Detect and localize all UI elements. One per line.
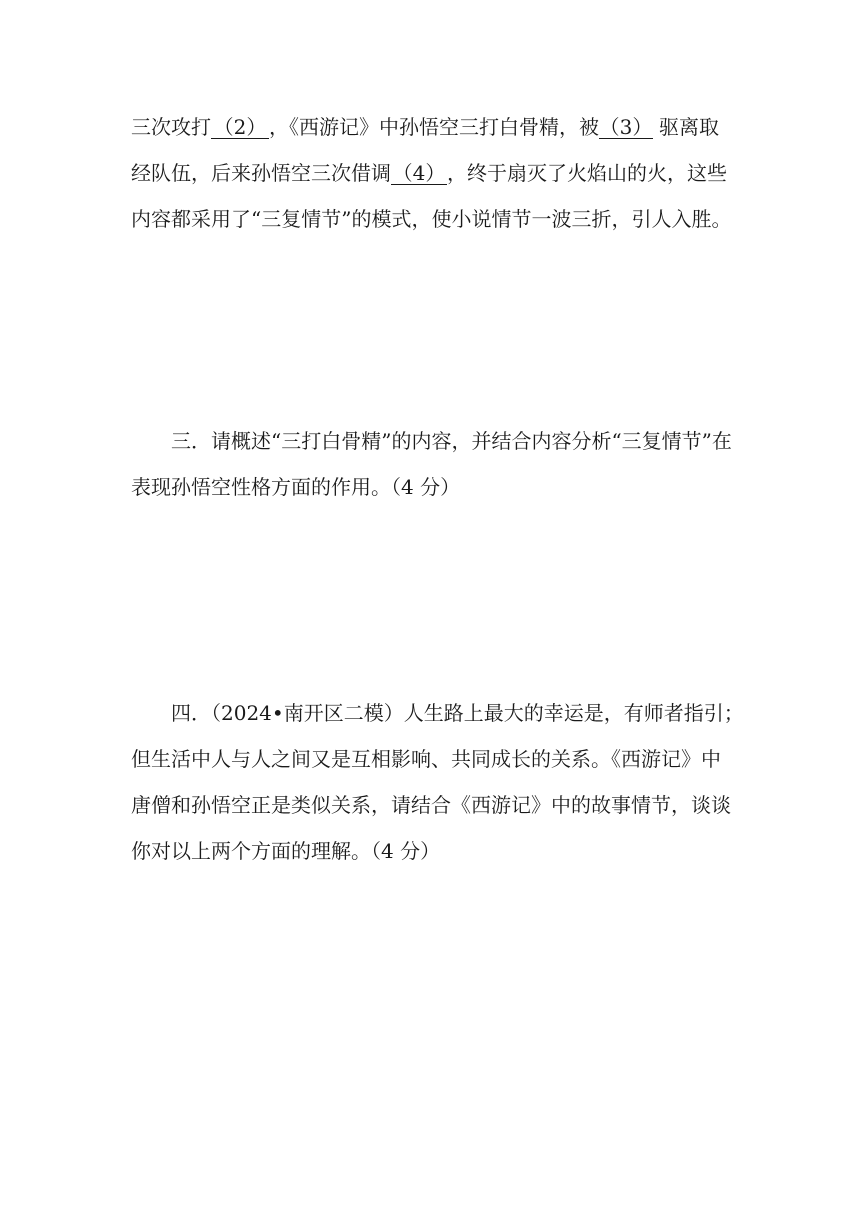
fragment-text: 驱离取 [659, 115, 719, 139]
fragment-line-2 [131, 150, 731, 196]
question-number: 四． [171, 701, 211, 725]
fragment-line-1 [131, 104, 731, 150]
section-two-fragment [131, 104, 731, 242]
question-number: 三． [171, 429, 211, 453]
question-three [131, 418, 731, 510]
question-text: 请概述“三打白骨精”的内容，并结合内容分析“三复情节”在 [211, 429, 732, 453]
question-four-line-3: 唐僧和孙悟空正是类似关系，请结合《西游记》中的故事情节，谈谈 [131, 793, 731, 817]
question-three-line-2: 表现孙悟空性格方面的作用。（4 分） [131, 475, 461, 499]
fragment-text: ，终于扇灭了火焰山的火，这些 [447, 161, 727, 185]
blank-3: （3） [599, 115, 653, 139]
question-four [131, 690, 744, 874]
blank-4: （4） [392, 161, 446, 185]
fragment-text: 经队伍，后来孙悟空三次借调 [131, 161, 391, 185]
question-text: （2024•南开区二模）人生路上最大的幸运是，有师者指引； [211, 701, 744, 725]
question-four-line-2: 但生活中人与人之间又是互相影响、共同成长的关系。《西游记》中 [131, 747, 721, 771]
question-three-line-1 [131, 418, 731, 464]
fragment-text: ，《西游记》中孙悟空三打白骨精，被 [269, 115, 599, 139]
question-four-line-1 [131, 690, 744, 736]
fragment-text: 三次攻打 [131, 115, 211, 139]
fragment-line-3: 内容都采用了“三复情节”的模式，使小说情节一波三折，引人入胜。 [131, 207, 732, 231]
blank-2: （2） [211, 116, 269, 139]
question-four-line-4: 你对以上两个方面的理解。（4 分） [131, 839, 441, 863]
